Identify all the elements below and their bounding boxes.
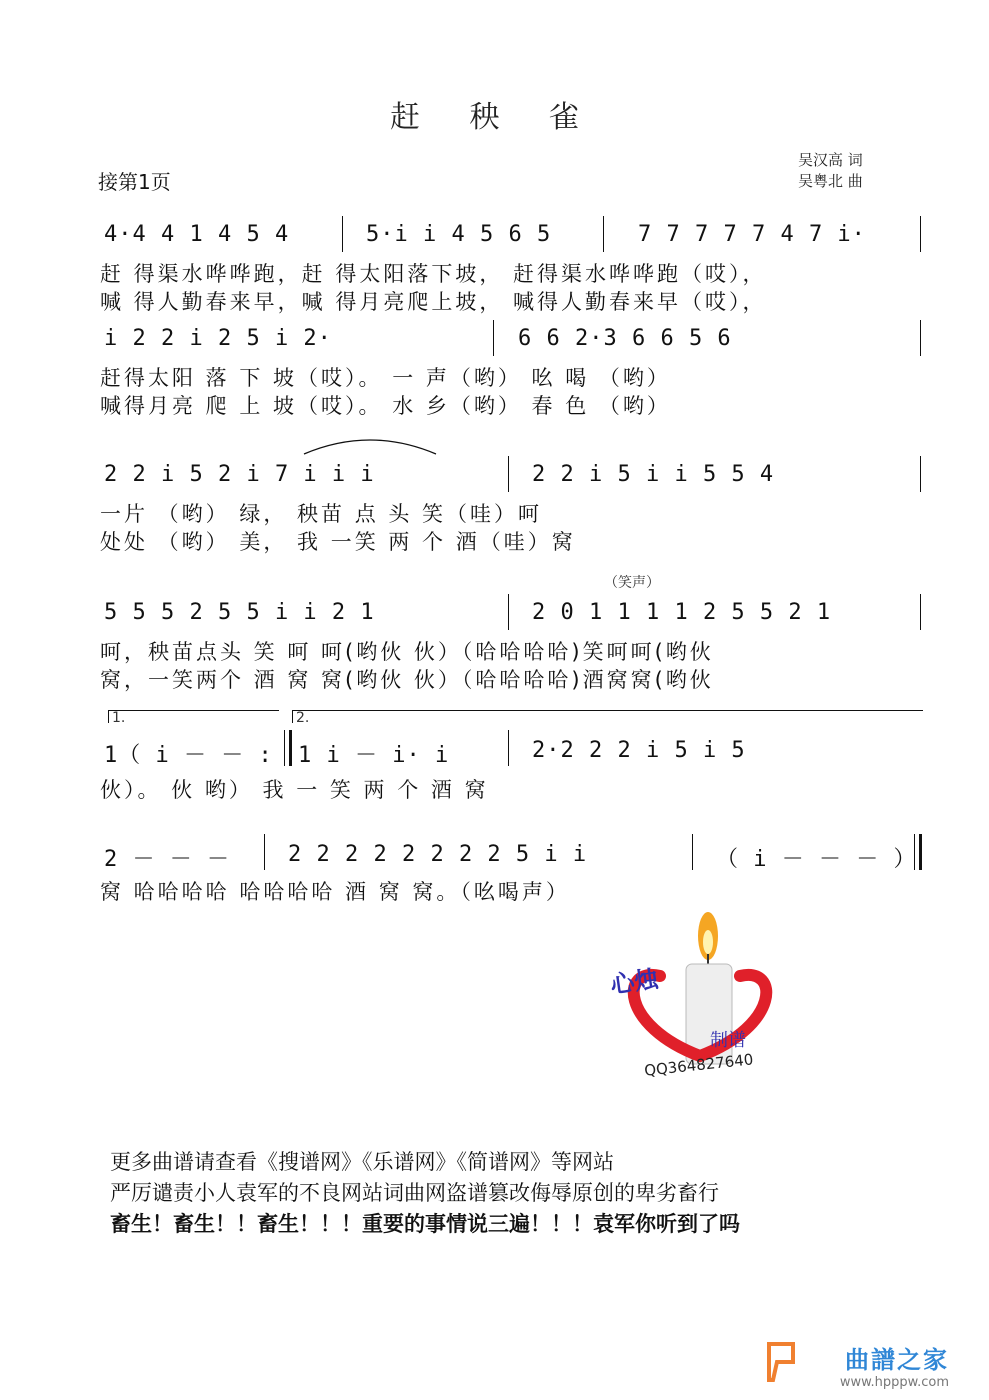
lyric-line-1: 呵，秧苗点头 笑 呵 呵(哟伙 伙）（哈哈哈哈)笑呵呵(哟伙: [100, 640, 714, 664]
measure: 6 6 2·3 6 6 5 6: [518, 326, 732, 351]
credits: [798, 150, 863, 192]
footer-line-3: 畜生！畜生！！畜生！！！重要的事情说三遍！！！袁军你听到了吗: [110, 1212, 740, 1236]
repeat-barline: [284, 730, 292, 766]
barline: [692, 834, 693, 870]
barline: [264, 834, 265, 870]
measure: 7 7 7 7 7 4 7 i·: [638, 222, 866, 247]
site-logo-icon: [763, 1340, 799, 1384]
continued-from-page-label: 接第1页: [98, 170, 171, 194]
composer-credit: 吴粤北 曲: [798, 172, 863, 190]
measure: 5 5 5 2 5 5 i i 2 1: [104, 600, 375, 625]
measure: 2 2 i 5 i i 5 5 4: [532, 462, 775, 487]
barline: [508, 594, 509, 630]
barline: [920, 216, 921, 252]
second-ending-bracket: [292, 710, 923, 723]
site-logo[interactable]: [840, 1340, 949, 1390]
measure: 4·4 4 1 4 5 4: [104, 222, 290, 247]
footer-line-1: 更多曲谱请查看《搜谱网》《乐谱网》《简谱网》等网站: [110, 1150, 614, 1174]
slur-mark: [300, 432, 440, 456]
first-ending-bracket: [108, 710, 279, 723]
lyric-line-2: 窝，一笑两个 酒 窝 窝(哟伙 伙）（哈哈哈哈)酒窝窝(哟伙: [100, 668, 714, 692]
lyric-line-1: 伙）。 伙 哟） 我 一 笑 两 个 酒 窝: [100, 778, 489, 802]
measure: （ i － － － ）: [716, 847, 917, 872]
lyric-line-1: 一片 （哟） 绿， 秧苗 点 头 笑（哇）呵: [100, 502, 543, 526]
barline: [920, 320, 921, 356]
watermark-maker: 制谱: [710, 1030, 746, 1051]
watermark-qq: QQ364827640: [643, 1050, 755, 1080]
watermark-brand: 心烛: [608, 964, 661, 1000]
site-url[interactable]: www.hpppw.com: [839, 1375, 949, 1390]
lyric-line-2: 喊得月亮 爬 上 坡（哎）。 水 乡（哟） 春 色 （哟）: [100, 394, 671, 418]
measure: 1 i － i· i: [298, 743, 450, 768]
barline: [493, 320, 494, 356]
laughter-annotation: （笑声）: [604, 575, 660, 591]
lyric-line-1: 窝 哈哈哈哈 哈哈哈哈 酒 窝 窝。（吆喝声）: [100, 880, 570, 904]
footer-line-2: 严厉谴责小人袁军的不良网站词曲网盗谱篡改侮辱原创的卑劣畜行: [110, 1181, 719, 1205]
lyric-line-1: 赶得太阳 落 下 坡（哎）。 一 声（哟） 吆 喝 （哟）: [100, 366, 671, 390]
barline: [508, 730, 509, 766]
second-ending-label: 2.: [296, 710, 310, 726]
measure: 5·i i 4 5 6 5: [366, 222, 552, 247]
maker-watermark: [600, 906, 790, 1086]
measure: 1（ i － － :: [104, 743, 273, 768]
measure: 2·2 2 2 i 5 i 5: [532, 738, 746, 763]
barline: [920, 456, 921, 492]
lyricist-credit: 吴汉高 词: [798, 151, 863, 169]
barline: [508, 456, 509, 492]
barline: [603, 216, 604, 252]
measure: 2 2 i 5 2 i 7 i i i: [104, 462, 375, 487]
measure: 2 － － －: [104, 847, 230, 872]
measure: 2 0 1 1 1 1 2 5 5 2 1: [532, 600, 832, 625]
first-ending-label: 1.: [112, 710, 126, 726]
barline: [342, 216, 343, 252]
lyric-line-2: 喊 得人勤春来早，喊 得月亮爬上坡， 喊得人勤春来早（哎），: [100, 290, 767, 314]
barline: [920, 594, 921, 630]
site-name: 曲譜之家: [845, 1346, 949, 1374]
song-title: 赶 秧 雀: [389, 100, 600, 135]
measure: i 2 2 i 2 5 i 2·: [104, 326, 332, 351]
measure: 2 2 2 2 2 2 2 2 5 i i: [288, 842, 588, 867]
lyric-line-2: 处处 （哟） 美， 我 一笑 两 个 酒（哇）窝: [100, 530, 576, 554]
lyric-line-1: 赶 得渠水哗哗跑，赶 得太阳落下坡， 赶得渠水哗哗跑（哎），: [100, 262, 767, 286]
